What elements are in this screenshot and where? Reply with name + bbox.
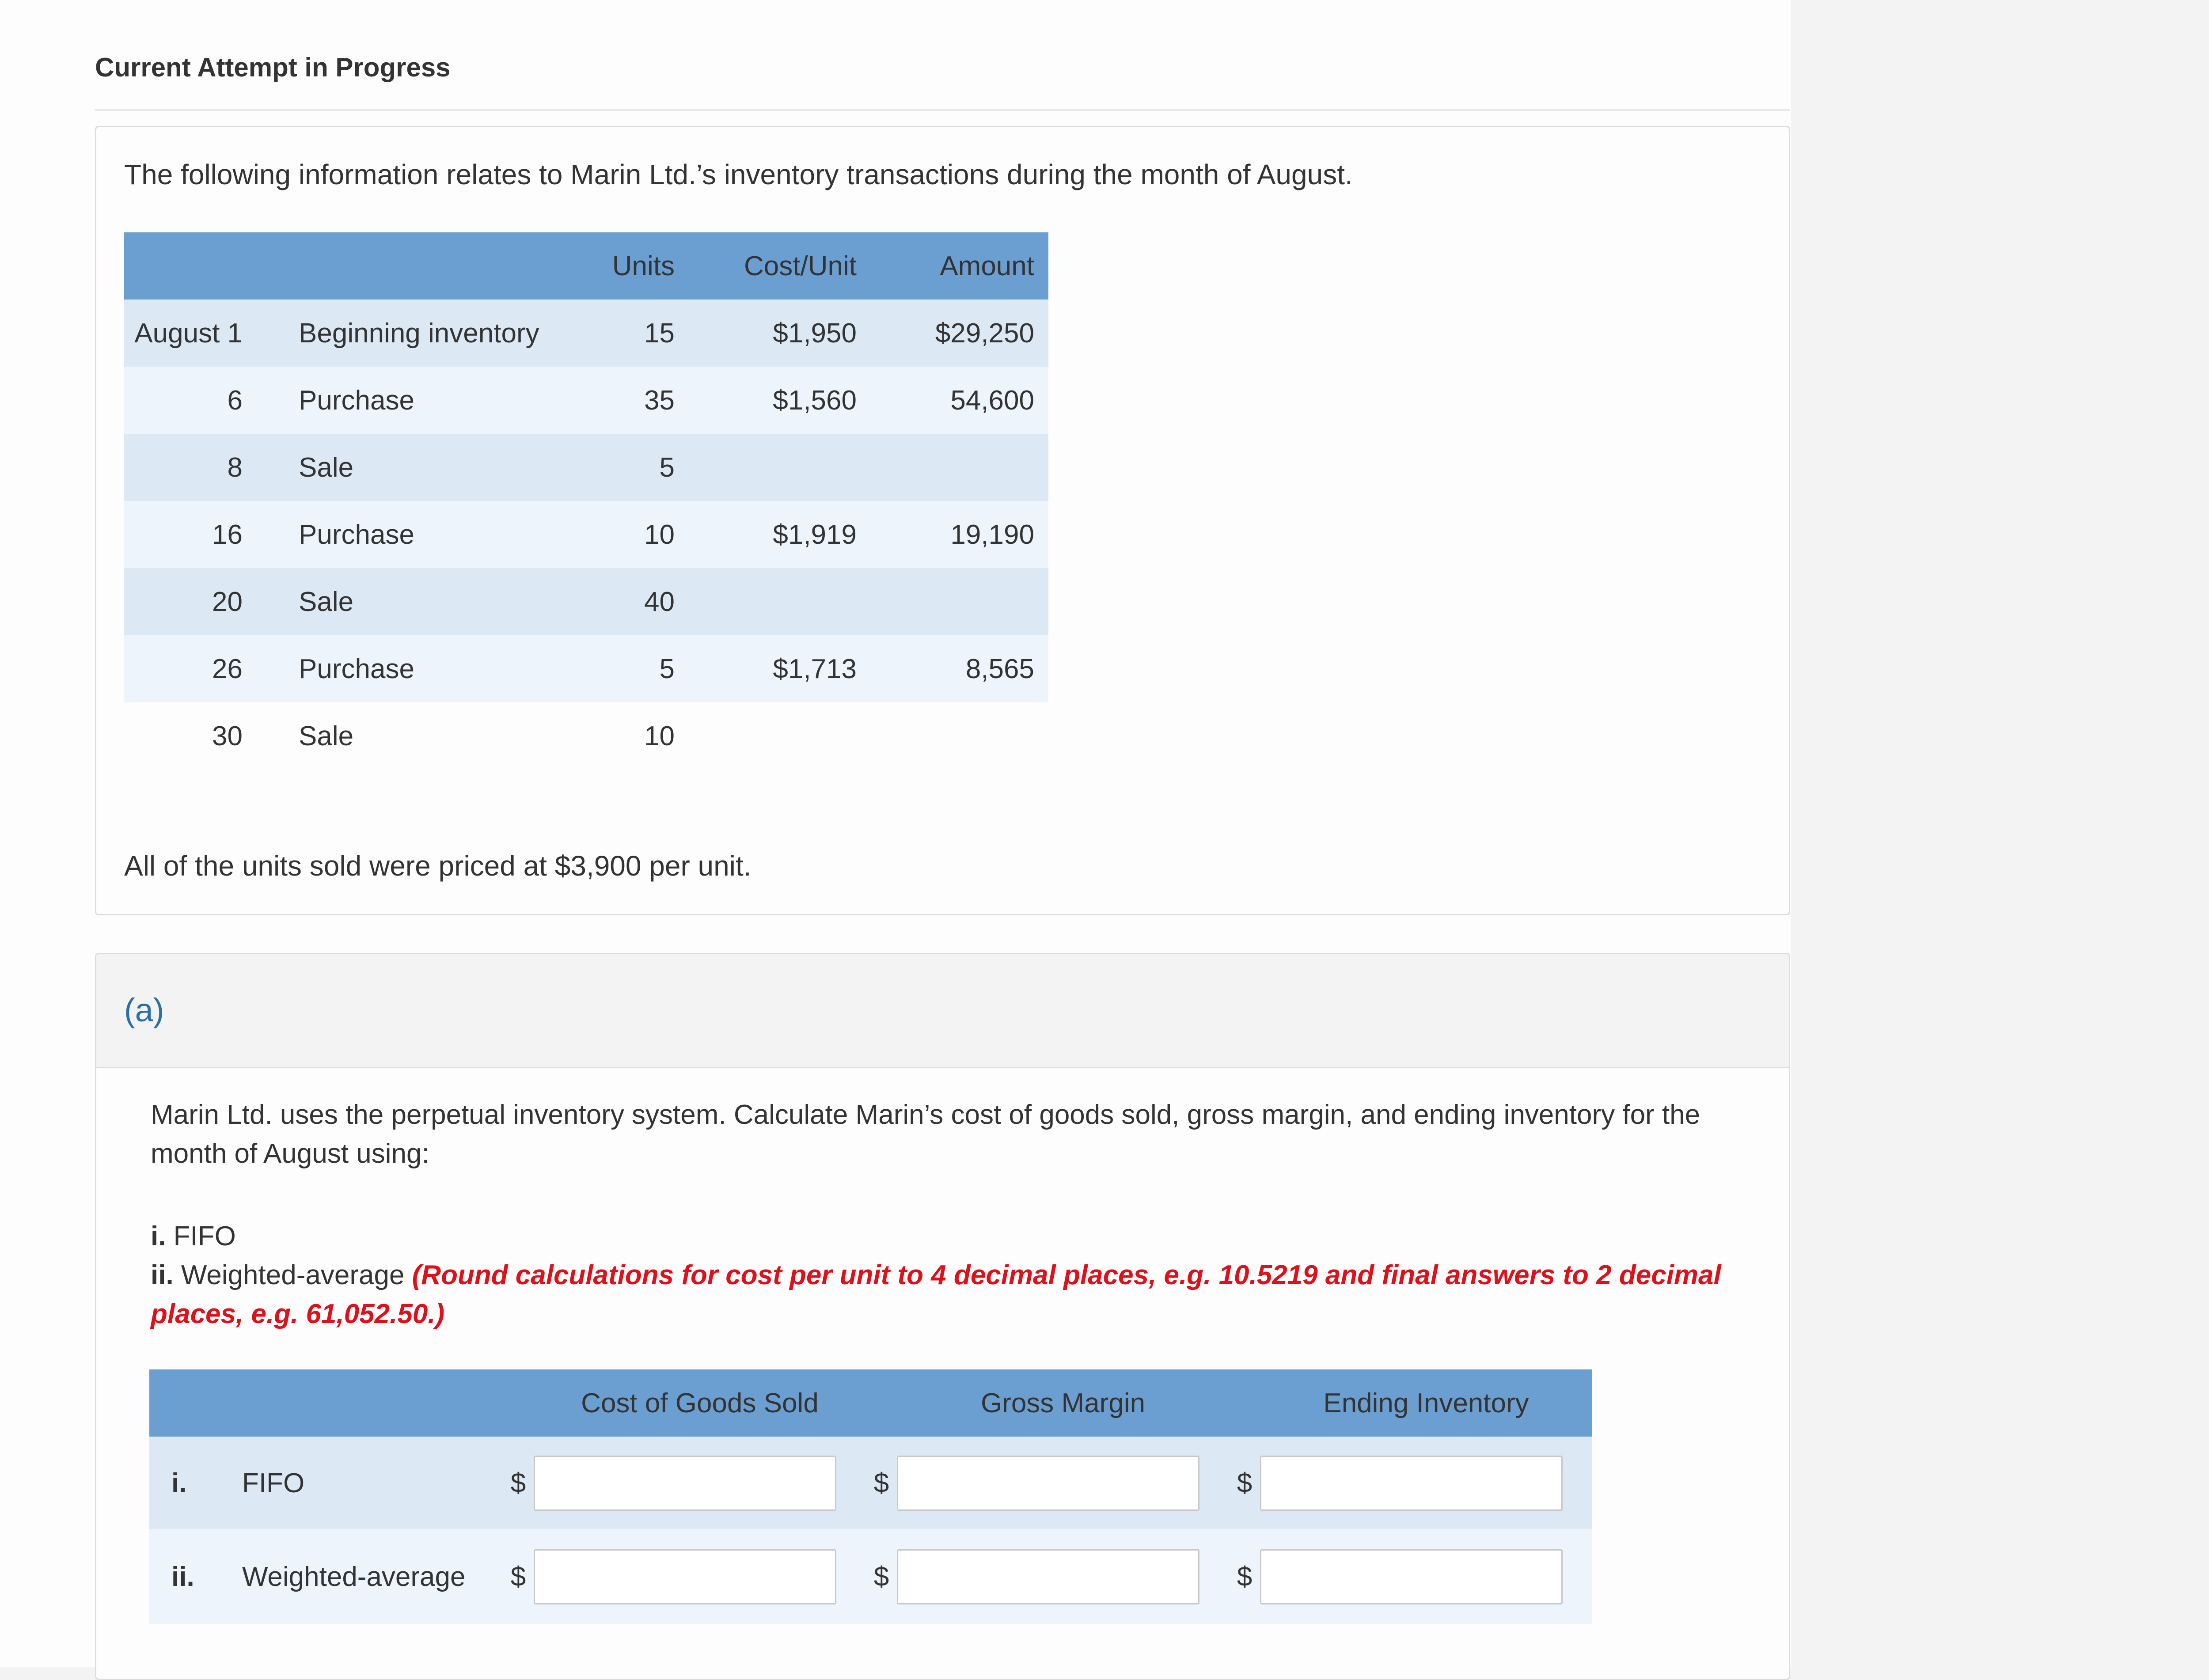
gross-margin-header: Gross Margin: [897, 1369, 1229, 1437]
answer-table: [149, 1369, 1592, 1624]
divider: [95, 109, 1790, 111]
amount-header: Amount: [871, 232, 1048, 300]
cost-unit-header: Cost/Unit: [689, 232, 871, 300]
row-units: 5: [659, 452, 675, 483]
table-row: [124, 702, 1048, 770]
method-item-fifo: i. FIFO: [151, 1221, 236, 1251]
rounding-instruction: (Round calculations for cost per unit to 4 decimal places, e.g. 10.5219 and final answers to 2 decimal places, e.g. 61,052.50.): [151, 1260, 1721, 1329]
question-text: Marin Ltd. uses the perpetual inventory system. Calculate Marin’s cost of goods sold, gross margin, and ending inventory for the month of August using:: [151, 1100, 1700, 1169]
table-row: [124, 568, 1048, 635]
fifo-cogs-input[interactable]: [534, 1456, 836, 1511]
row-units: 10: [644, 721, 675, 751]
row-description: Purchase: [299, 385, 414, 416]
row-cost-unit: $1,560: [773, 385, 857, 416]
row-date: 20: [212, 586, 243, 617]
description-header: [257, 232, 556, 300]
answer-header-row: [149, 1369, 1592, 1437]
fifo-gross-margin-input[interactable]: [897, 1456, 1199, 1511]
row-description: Beginning inventory: [299, 318, 539, 349]
row-label: FIFO: [242, 1437, 503, 1529]
row-date: August 1: [134, 318, 243, 349]
row-date: 30: [212, 721, 243, 751]
row-cost-unit: $1,713: [773, 653, 857, 684]
method-list: [151, 1217, 1759, 1334]
method-item-weighted-average: ii. Weighted-average (Round calculations for cost per unit to 4 decimal places, e.g. 10.5219 and final answers to 2 decimal places, e.g. 61,052.50.): [151, 1260, 1721, 1329]
row-description: Sale: [299, 721, 354, 751]
currency-symbol: $: [503, 1529, 534, 1624]
table-row: [124, 300, 1048, 367]
cogs-header: Cost of Goods Sold: [534, 1369, 866, 1437]
weighted-average-ending-inventory-input[interactable]: [1260, 1549, 1563, 1604]
row-label: Weighted-average: [242, 1529, 503, 1624]
row-units: 10: [644, 519, 675, 550]
row-units: 5: [659, 653, 675, 684]
weighted-average-gross-margin-input[interactable]: [897, 1549, 1199, 1604]
row-cost-unit: $1,950: [773, 318, 857, 349]
table-row: [124, 434, 1048, 501]
problem-intro: The following information relates to Marin Ltd.’s inventory transactions during the month of August.: [124, 159, 1353, 190]
row-units: 15: [644, 318, 675, 349]
row-cost-unit: $1,919: [773, 519, 857, 550]
answer-row-weighted-average: [149, 1529, 1592, 1624]
row-date: 26: [212, 653, 243, 684]
date-header: [124, 232, 257, 300]
row-units: 35: [644, 385, 675, 416]
problem-info-panel: [95, 126, 1790, 915]
ending-inventory-header: Ending Inventory: [1260, 1369, 1592, 1437]
weighted-average-cogs-input[interactable]: [534, 1549, 836, 1604]
answer-row-fifo: [149, 1437, 1592, 1529]
row-number: i.: [171, 1468, 187, 1498]
row-description: Sale: [299, 586, 354, 617]
row-date: 8: [227, 452, 243, 483]
row-date: 6: [227, 385, 243, 416]
units-header: Units: [556, 232, 689, 300]
page-content: [95, 0, 1790, 1667]
table-row: [124, 501, 1048, 568]
table-row: [124, 367, 1048, 434]
part-a-header: [96, 954, 1789, 1068]
currency-symbol: $: [1229, 1529, 1260, 1624]
row-date: 16: [212, 519, 243, 550]
currency-symbol: $: [503, 1437, 534, 1529]
table-row: [124, 635, 1048, 702]
pricing-note: All of the units sold were priced at $3,900 per unit.: [124, 850, 752, 882]
row-amount: 54,600: [950, 385, 1034, 416]
attempt-title: Current Attempt in Progress: [95, 53, 451, 82]
row-amount: 8,565: [965, 653, 1034, 684]
part-label: (a): [124, 992, 164, 1028]
row-number: ii.: [171, 1562, 194, 1592]
currency-symbol: $: [1229, 1437, 1260, 1529]
fifo-ending-inventory-input[interactable]: [1260, 1456, 1563, 1511]
currency-symbol: $: [866, 1437, 897, 1529]
row-description: Sale: [299, 452, 354, 483]
inventory-table: [124, 232, 1048, 770]
currency-symbol: $: [866, 1529, 897, 1624]
row-description: Purchase: [299, 519, 414, 550]
row-description: Purchase: [299, 653, 414, 684]
row-amount: 19,190: [950, 519, 1034, 550]
table-header-row: [124, 232, 1048, 300]
row-amount: $29,250: [935, 318, 1034, 349]
row-units: 40: [644, 586, 675, 617]
